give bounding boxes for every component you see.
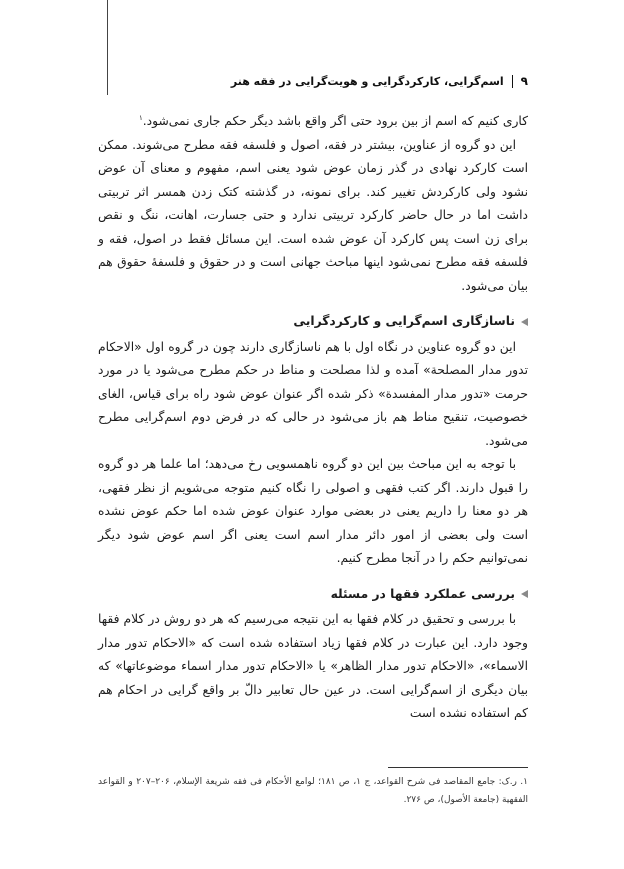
page-number: ۹ — [520, 74, 528, 88]
footnote-reference[interactable]: ۱ — [138, 113, 143, 122]
section-heading — [98, 310, 528, 334]
paragraph: این دو گروه از عناوین، بیشتر در فقه، اصول و فلسفه فقه مطرح می‌شوند. ممکن است کارکرد نهادی در گذر زمان عوض شود یعنی اسم، مفهوم و معنای آن عوض نشود ولی کارکردش تغییر کند. برای نمونه، در گذشته کتک زدن همسر اثر تربیتی داشت اما در حال حاضر کارکرد تربیتی ندارد و حتی جسارت، اهانت، ننگ و نقص برای زن است پس کارکرد آن عوض شده است. این مسائل فقط در اصول، فقه و فلسفه فقه مطرح نمی‌شود اینها مباحث جهانی است و در حقوق و فلسفهٔ حقوق هم بیان می‌شود. — [98, 137, 528, 293]
heading-marker-icon — [521, 318, 528, 326]
body-text — [98, 110, 528, 726]
section-heading-text: بررسی عملکرد فقها در مسئله — [330, 586, 515, 601]
section-heading-text: ناسازگاری اسم‌گرایی و کارکردگرایی — [293, 314, 515, 328]
header-separator — [512, 75, 513, 88]
running-title: اسم‌گرایی، کارکردگرایی و هویت‌گرایی در فقه هنر — [230, 74, 504, 88]
paragraph: با توجه به این مباحث بین این دو گروه ناهمسویی رخ می‌دهد؛ اما علما هر دو گروه را قبول دارند. اگر کتب فقهی و اصولی را نگاه کنیم متوجه می‌شویم از نظر فقهی، هر دو معنا را داریم یعنی در بعضی موارد عنوان عوض شده اما حکم عوض نشده است ولی بعضی از امور دائر مدار اسم است یعنی اگر اسم عوض شود دیگر نمی‌توانیم حکم را در آنجا مطرح کنیم. — [98, 457, 528, 565]
section-heading — [98, 583, 528, 607]
footnote-divider — [388, 767, 528, 768]
footnote: ۱. ر.ک: جامع المقاصد فی شرح القواعد، ج ۱، ص ۱۸۱؛ لوامع الأحکام فی فقه شریعة الإسلام، ۲۰۶–۲۰۷ و القواعد الفقهیة (جامعة الأصول)، ص ۲۷۶. — [98, 777, 528, 805]
heading-marker-icon — [521, 590, 528, 598]
paragraph: با بررسی و تحقیق در کلام فقها به این نتیجه می‌رسیم که هر دو روش در کلام فقها وجود دارد. این عبارت در کلام فقها زیاد استفاده شده است که «الاحکام تدور مدار الاسماء»، «الاحکام تدور مدار الظاهر» یا «الاحکام تدور مدار اسماء موضوعاتها» که بیان دیگری از اسم‌گرایی است. در عین حال تعابیر دالّ بر واقع گرایی در احکام هم کم استفاده نشده است — [98, 612, 528, 720]
running-header — [98, 74, 528, 88]
paragraph: این دو گروه عناوین در نگاه اول با هم ناسازگاری دارند چون در گروه اول «الاحکام تدور مدار المصلحة» آمده و لذا مصلحت و مناط در حکم مطرح می‌شود یا در مورد حرمت «تدور مدار المفسدة» ذکر شده اگر عنوان عوض شود راه برای قیاس، الغای خصوصیت، تنقیح مناط هم باز می‌شود در حالی که در فرض دوم اسم‌گرایی مطرح می‌شود. — [98, 339, 528, 448]
paragraph: کاری کنیم که اسم از بین برود حتی اگر واقع باشد دیگر حکم جاری نمی‌شود.$^۱$ — [138, 113, 528, 128]
